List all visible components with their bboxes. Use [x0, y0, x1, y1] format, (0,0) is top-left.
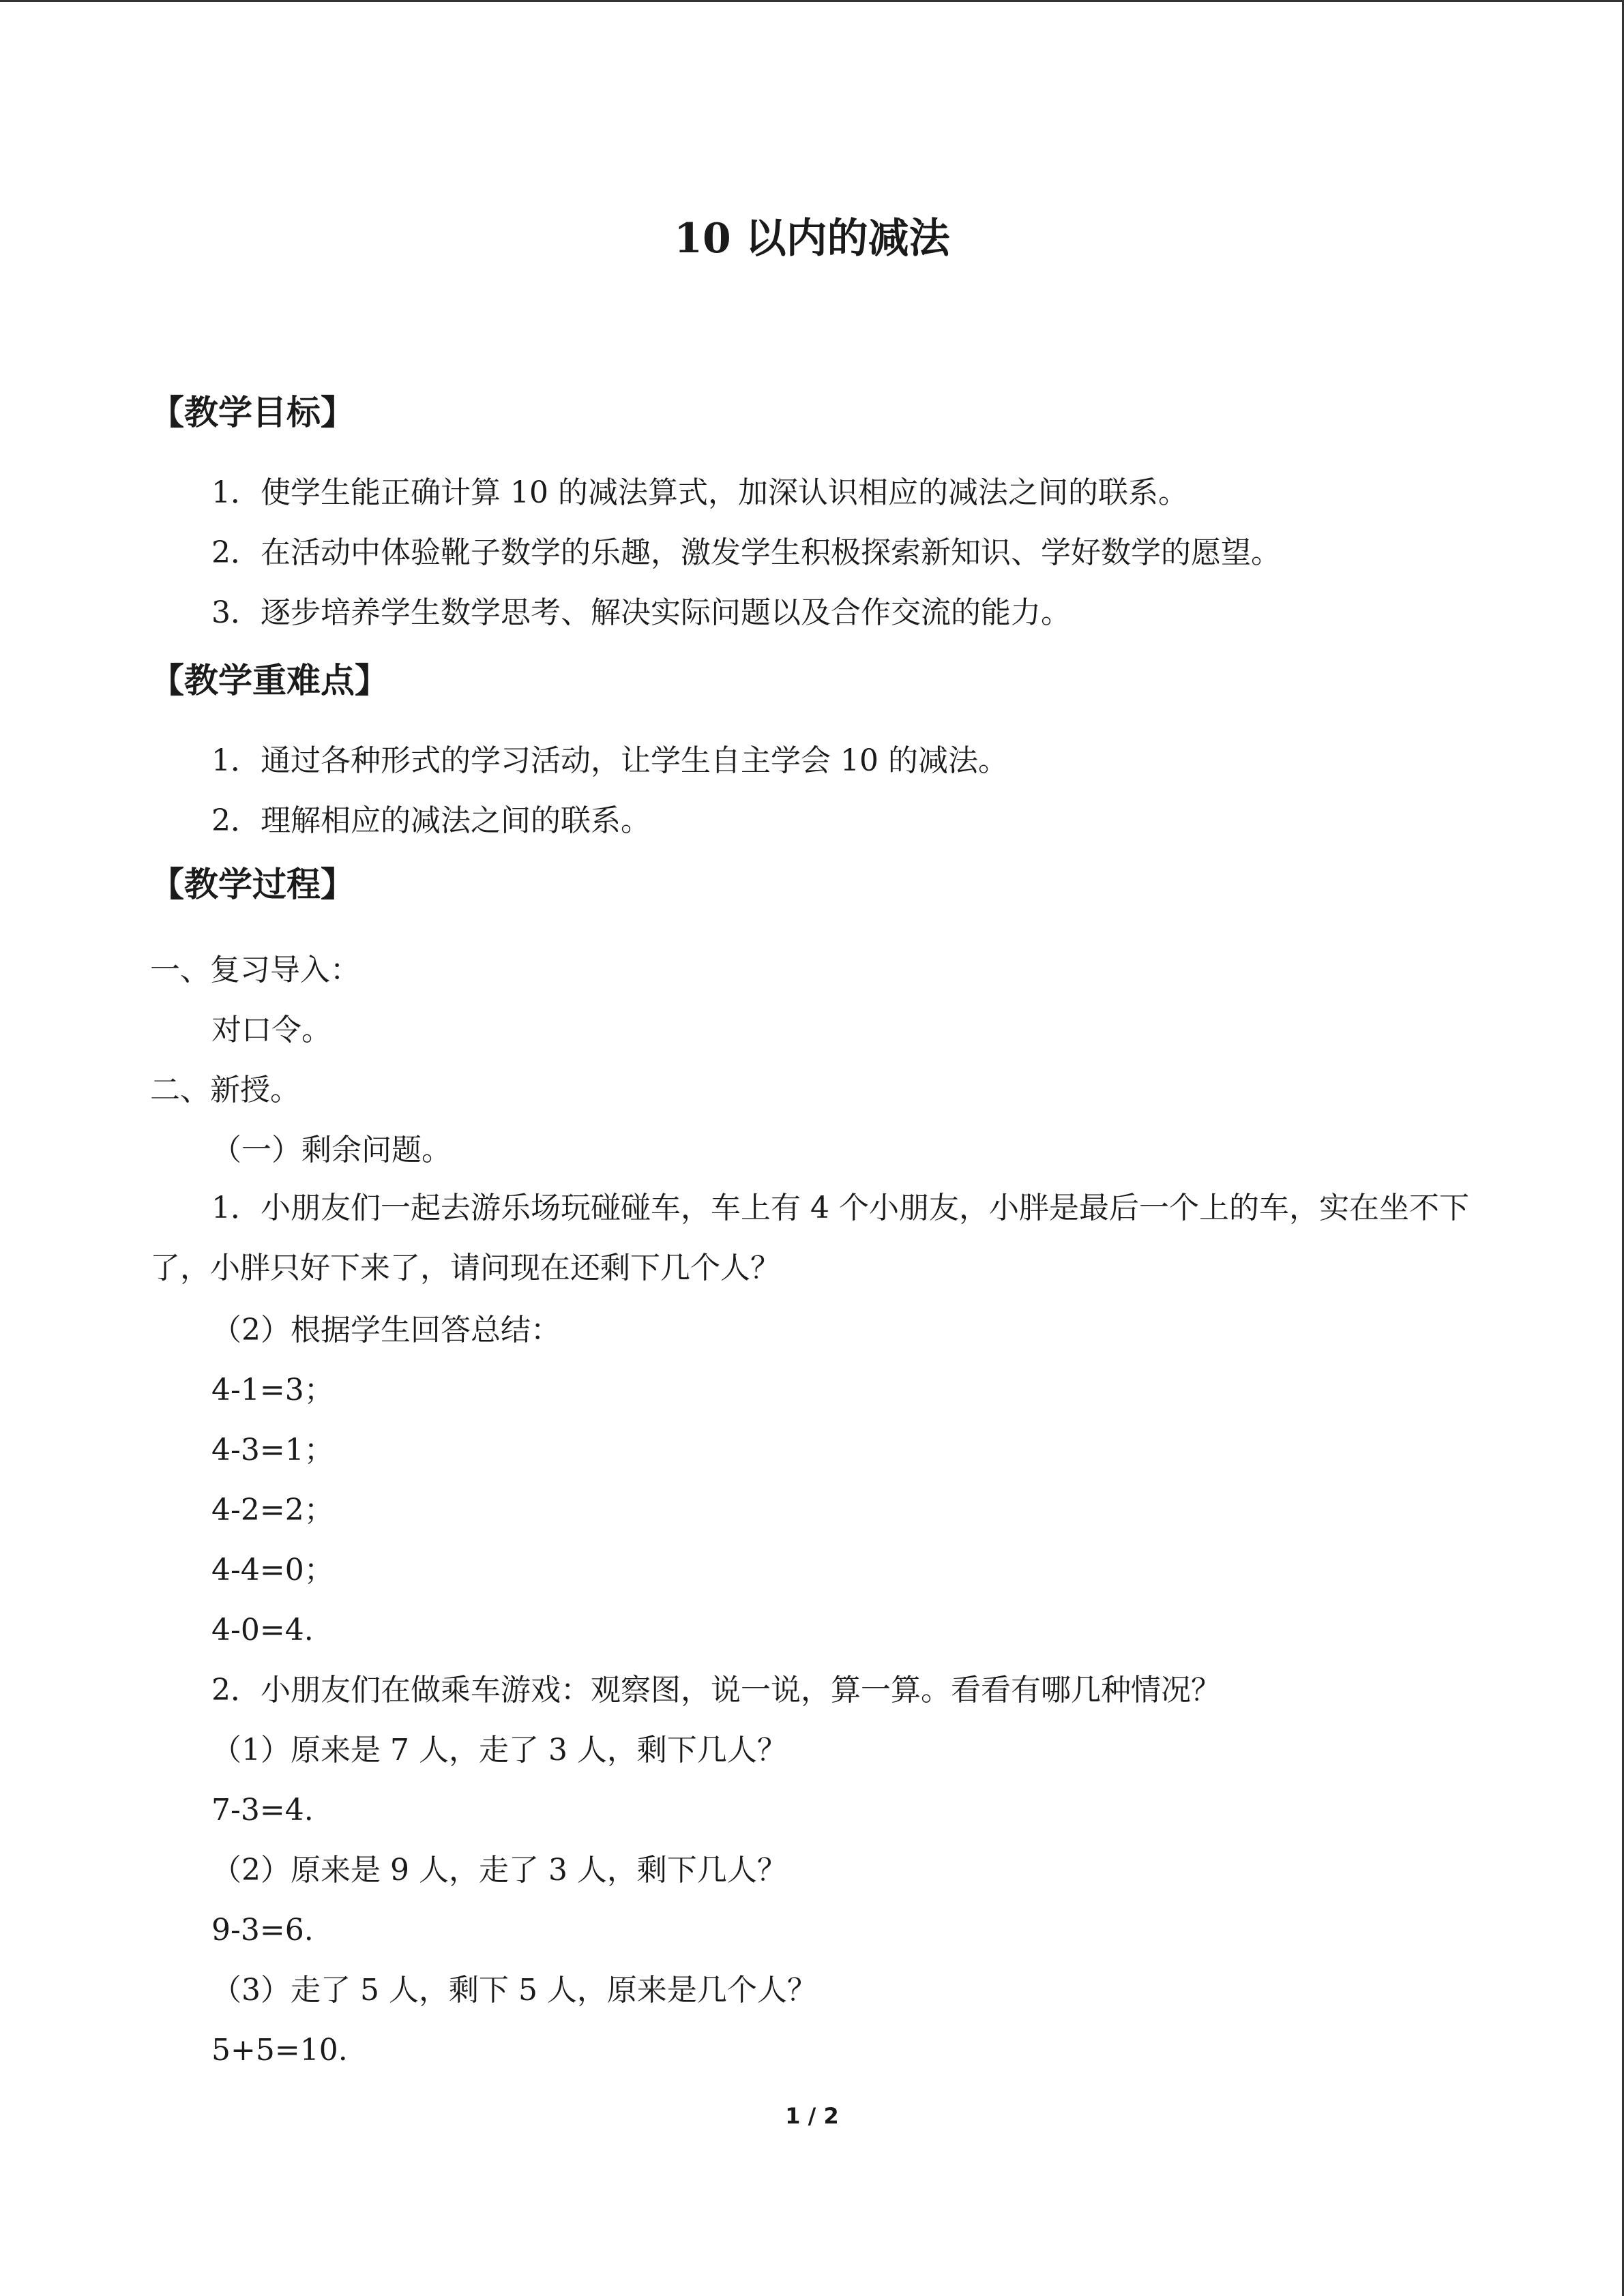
key-point-item-2: 2．理解相应的减法之间的联系。	[211, 803, 651, 838]
case-answer-3: 5+5=10.	[211, 2033, 348, 2068]
process-sub1-title: （一）剩余问题。	[211, 1133, 452, 1167]
equation-line-2: 4-3=1；	[211, 1433, 334, 1467]
goal-item-3: 3．逐步培养学生数学思考、解决实际问题以及合作交流的能力。	[211, 595, 1071, 630]
equation-line-3: 4-2=2；	[211, 1493, 334, 1527]
document-title: 10 以内的减法	[674, 215, 950, 263]
equation-line-4: 4-4=0；	[211, 1553, 334, 1587]
process-part1-content: 对口令。	[211, 1013, 331, 1047]
section-heading-goals: 【教学目标】	[150, 393, 355, 432]
key-point-item-1: 1．通过各种形式的学习活动，让学生自主学会 10 的减法。	[211, 743, 1008, 778]
section-heading-process: 【教学过程】	[150, 865, 355, 904]
process-question-1-summary: （2）根据学生回答总结：	[211, 1313, 561, 1347]
process-question-2: 2．小朋友们在做乘车游戏：观察图，说一说，算一算。看看有哪几种情况？	[211, 1673, 1221, 1708]
case-answer-2: 9-3=6.	[211, 1913, 314, 1948]
equation-line-1: 4-1=3；	[211, 1373, 334, 1407]
case-question-3: （3）走了 5 人，剩下 5 人，原来是几个人？	[211, 1973, 817, 2008]
case-question-1: （1）原来是 7 人，走了 3 人，剩下几人？	[211, 1733, 787, 1768]
process-question-1: 1．小朋友们一起去游乐场玩碰碰车，车上有 4 个小朋友，小胖是最后一个上的车，实在坐不下了，小胖只好下来了，请问现在还剩下几个人？	[150, 1191, 1469, 1285]
equation-line-5: 4-0=4.	[211, 1613, 314, 1648]
page-number: 1 / 2	[785, 2103, 839, 2129]
page-border-top	[0, 0, 1624, 2]
process-part2-title: 二、新授。	[150, 1073, 300, 1107]
goal-item-2: 2．在活动中体验靴子数学的乐趣，激发学生积极探索新知识、学好数学的愿望。	[211, 535, 1281, 570]
case-question-2: （2）原来是 9 人，走了 3 人，剩下几人？	[211, 1853, 787, 1888]
case-answer-1: 7-3=4.	[211, 1793, 314, 1828]
goal-item-1: 1．使学生能正确计算 10 的减法算式，加深认识相应的减法之间的联系。	[211, 475, 1188, 510]
process-part1-title: 一、复习导入：	[150, 953, 360, 987]
section-heading-key-points: 【教学重难点】	[150, 661, 389, 700]
